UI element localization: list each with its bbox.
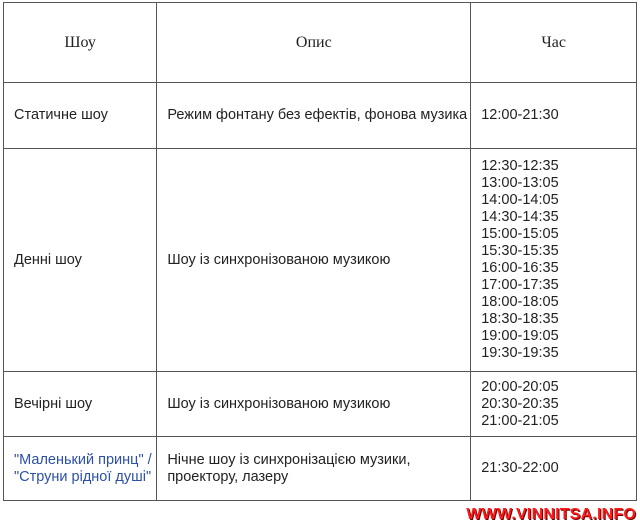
- time-slot: 15:30-15:35: [481, 243, 559, 259]
- header-description: Опис: [157, 3, 471, 83]
- header-row: [4, 3, 637, 83]
- time-slot: 17:00-17:35: [481, 277, 559, 293]
- show-times: [471, 372, 637, 437]
- show-name-cell: [4, 437, 157, 501]
- time-slot: 14:00-14:05: [481, 192, 559, 208]
- show-times: [471, 149, 637, 372]
- show-description: Нічне шоу із синхронізацією музики, проектору, лазеру: [157, 437, 471, 501]
- table-row: [4, 149, 637, 372]
- time-slot: 19:30-19:35: [481, 345, 559, 361]
- site-watermark: WWW.VINNITSA.INFO: [466, 506, 636, 523]
- time-slot: 12:00-21:30: [481, 107, 559, 123]
- time-slot: 14:30-14:35: [481, 209, 559, 225]
- show-name: Денні шоу: [4, 149, 157, 372]
- header-show: Шоу: [4, 3, 157, 83]
- show-description: Режим фонтану без ефектів, фонова музика: [157, 83, 471, 149]
- show-description: Шоу із синхронізованою музикою: [157, 372, 471, 437]
- show-description: Шоу із синхронізованою музикою: [157, 149, 471, 372]
- time-slot: 21:30-22:00: [481, 460, 559, 476]
- time-slot: 19:00-19:05: [481, 328, 559, 344]
- time-slot: 12:30-12:35: [481, 158, 559, 174]
- table-row: [4, 437, 637, 501]
- table-row: [4, 372, 637, 437]
- show-name-link[interactable]: "Маленький принц" / "Струни рідної душі": [14, 451, 152, 485]
- time-slot: 13:00-13:05: [481, 175, 559, 191]
- time-slot: 18:00-18:05: [481, 294, 559, 310]
- table-row: [4, 83, 637, 149]
- time-slot: 21:00-21:05: [481, 412, 559, 429]
- show-times: [471, 437, 637, 501]
- show-name: Вечірні шоу: [4, 372, 157, 437]
- time-slot: 18:30-18:35: [481, 311, 559, 327]
- time-slot: 16:00-16:35: [481, 260, 559, 276]
- show-times: [471, 83, 637, 149]
- schedule-table: [3, 2, 637, 501]
- time-slot: 20:30-20:35: [481, 395, 559, 412]
- time-slot: 15:00-15:05: [481, 226, 559, 242]
- header-time: Час: [471, 3, 637, 83]
- time-slot: 20:00-20:05: [481, 378, 559, 395]
- show-name: Статичне шоу: [4, 83, 157, 149]
